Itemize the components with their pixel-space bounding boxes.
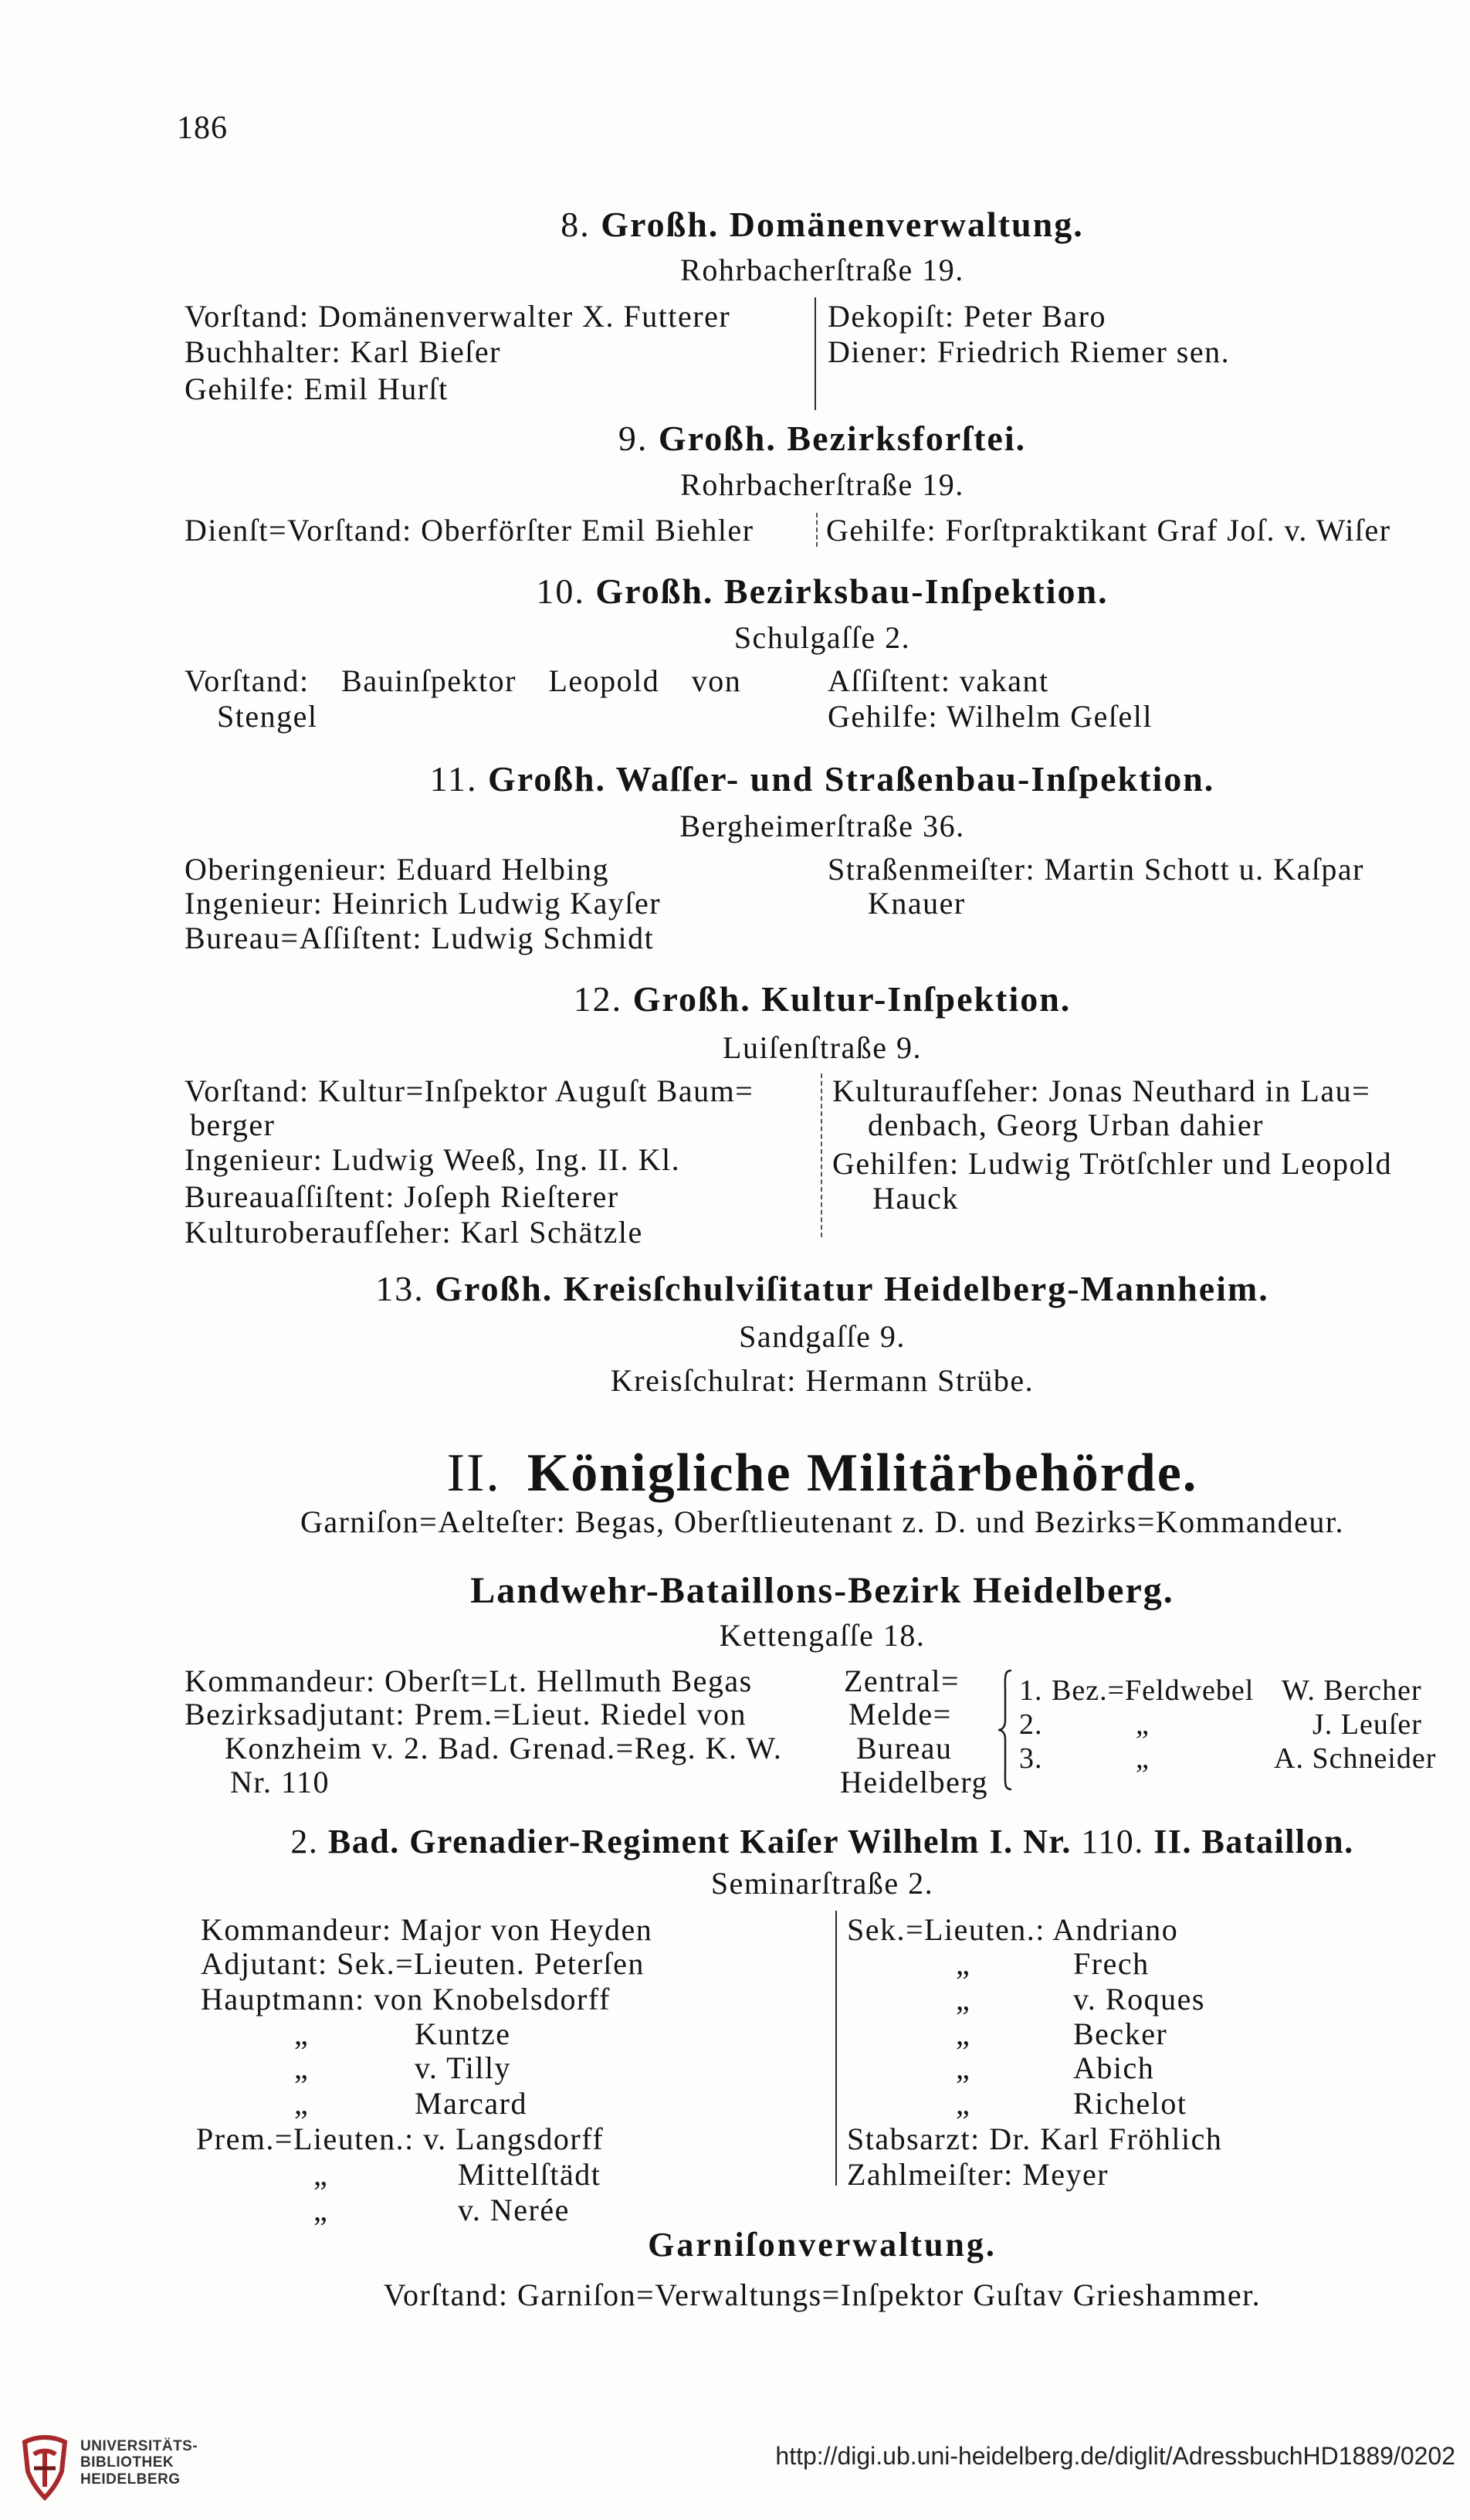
office-label: Melde= xyxy=(848,1697,952,1731)
entry-line: Zahlmeiſter: Meyer xyxy=(847,2157,1109,2192)
staff-rank: Bez.=Feldwebel xyxy=(1052,1674,1255,1707)
staff-name: W. Bercher xyxy=(1282,1674,1422,1707)
garrison-admin-heading xyxy=(178,2225,1467,2265)
entry-line: Kommandeur: Major von Heyden xyxy=(201,1912,653,1947)
entry-name: Richelot xyxy=(1073,2086,1187,2121)
entry-line: Aſſiſtent: vakant xyxy=(828,663,1049,698)
ditto-mark: „ xyxy=(956,2016,971,2051)
entry-line: Gehilfe: Forſtpraktikant Graf Joſ. v. Wiſer xyxy=(826,513,1391,548)
section-title: Landwehr-Bataillons-Bezirk Heidelberg. xyxy=(470,1570,1174,1611)
entry-line: Gehilfe: Wilhelm Geſell xyxy=(828,699,1153,734)
entry-line: Vorſtand: Kultur=Inſpektor Auguſt Baum= xyxy=(185,1073,754,1108)
entry-line: Sek.=Lieuten.: Andriano xyxy=(847,1912,1179,1947)
garrison-admin-entry: Vorſtand: Garniſon=Verwaltungs=Inſpektor Guſtav Grieshammer. xyxy=(383,2277,1262,2312)
entry-line: Buchhalter: Karl Bieſer xyxy=(185,334,501,369)
entry-line: Gehilfe: Emil Hurſt xyxy=(185,371,449,406)
entry-name: v. Roques xyxy=(1073,1982,1205,2016)
landwehr-address: Kettengaſſe 18. xyxy=(719,1618,926,1653)
entry-line: Diener: Friedrich Riemer sen. xyxy=(828,334,1231,369)
entry-name: Becker xyxy=(1073,2016,1168,2051)
section-12-address: Luiſenſtraße 9. xyxy=(723,1030,922,1065)
grenadier-heading xyxy=(178,1820,1467,1864)
garrison-elder-line: Garniſon=Aelteſter: Begas, Oberſtlieutenant z. D. und Bezirks=Kommandeur. xyxy=(300,1504,1345,1539)
column-divider xyxy=(821,1073,822,1237)
office-label: Zentral= xyxy=(844,1664,960,1698)
section-number: 11. xyxy=(429,759,478,799)
entry-line: Vorſtand: Bauinſpektor Leopold von xyxy=(185,663,742,698)
landwehr-heading xyxy=(178,1569,1467,1613)
entry-line: denbach, Georg Urban dahier xyxy=(868,1107,1264,1142)
section-8-heading xyxy=(178,203,1467,246)
regiment-number: 110. xyxy=(1081,1823,1144,1860)
library-name-line: BIBLIOTHEK xyxy=(80,2454,174,2471)
ditto-mark: „ xyxy=(294,2016,310,2051)
section-number: 8. xyxy=(561,205,591,244)
ditto-mark: „ xyxy=(294,2050,310,2085)
ditto-mark: „ xyxy=(1136,1708,1150,1741)
entry-line: Konzheim v. 2. Bad. Grenad.=Reg. K. W. xyxy=(225,1731,783,1765)
ditto-mark: „ xyxy=(1136,1742,1150,1775)
section-13-heading xyxy=(178,1267,1467,1311)
entry-line: Oberingenieur: Eduard Helbing xyxy=(185,852,610,887)
entry-line: Knauer xyxy=(868,886,966,921)
entry-name: Kuntze xyxy=(415,2016,511,2051)
entry-line: berger xyxy=(190,1107,276,1142)
section-11-address: Bergheimerſtraße 36. xyxy=(679,809,965,843)
section-12-heading xyxy=(178,978,1467,1021)
section-8-address: Rohrbacherſtraße 19. xyxy=(680,253,964,287)
entry-line: Prem.=Lieuten.: v. Langsdorff xyxy=(196,2121,605,2156)
section-title: Großh. Kultur-Inſpektion. xyxy=(632,979,1072,1019)
section-number: 2. xyxy=(290,1823,319,1860)
entry-line: Straßenmeiſter: Martin Schott u. Kaſpar xyxy=(828,852,1365,887)
entry-name: v. Tilly xyxy=(415,2050,512,2085)
page-number: 186 xyxy=(177,110,228,146)
section-number: 13. xyxy=(375,1269,425,1308)
staff-name: J. Leuſer xyxy=(1312,1708,1422,1741)
office-label: Heidelberg xyxy=(840,1765,988,1799)
staff-name: A. Schneider xyxy=(1274,1742,1437,1775)
section-title: Garniſonverwaltung. xyxy=(648,2226,997,2264)
entry-line: Kommandeur: Oberſt=Lt. Hellmuth Begas xyxy=(185,1664,753,1698)
ditto-mark: „ xyxy=(313,2193,329,2227)
column-divider xyxy=(835,1911,837,2186)
entry-line: Kulturaufſeher: Jonas Neuthard in Lau= xyxy=(832,1073,1371,1108)
entry-line: Hauck xyxy=(872,1181,959,1216)
entry-line: Bureau=Aſſiſtent: Ludwig Schmidt xyxy=(185,921,655,955)
entry-line: Adjutant: Sek.=Lieuten. Peterſen xyxy=(201,1946,645,1981)
staff-number: 3. xyxy=(1019,1742,1043,1775)
entry-line: Stabsarzt: Dr. Karl Fröhlich xyxy=(847,2121,1223,2156)
entry-line: Nr. 110 xyxy=(230,1765,330,1799)
column-divider xyxy=(816,513,818,547)
military-heading xyxy=(178,1439,1467,1508)
ditto-mark: „ xyxy=(294,2086,310,2121)
entry-line: Ingenieur: Heinrich Ludwig Kayſer xyxy=(185,886,662,921)
section-number: 12. xyxy=(573,979,623,1019)
part-title: Königliche Militärbehörde. xyxy=(527,1443,1198,1503)
section-13-entry: Kreisſchulrat: Hermann Strübe. xyxy=(610,1363,1035,1398)
section-title: Großh. Kreisſchulviſitatur Heidelberg-Mannheim. xyxy=(435,1269,1269,1308)
section-title: Bad. Grenadier-Regiment Kaiſer Wilhelm I. Nr. xyxy=(327,1823,1072,1860)
library-name-line: HEIDELBERG xyxy=(80,2471,181,2488)
entry-line: Vorſtand: Domänenverwalter X. Futterer xyxy=(185,299,731,334)
ditto-mark: „ xyxy=(956,2050,971,2085)
grouping-brace xyxy=(996,1668,1014,1792)
ditto-mark: „ xyxy=(956,1946,971,1981)
entry-line: Dienſt=Vorſtand: Oberförſter Emil Biehler xyxy=(185,513,754,548)
ditto-mark: „ xyxy=(956,2086,971,2121)
staff-number: 2. xyxy=(1019,1708,1043,1741)
section-13-address: Sandgaſſe 9. xyxy=(739,1319,906,1354)
entry-name: Mittelſtädt xyxy=(458,2157,601,2192)
entry-line: Kulturoberaufſeher: Karl Schätzle xyxy=(185,1215,643,1250)
grenadier-address: Seminarſtraße 2. xyxy=(710,1866,934,1901)
entry-line: Hauptmann: von Knobelsdorff xyxy=(201,1982,611,2016)
entry-line: Bureauaſſiſtent: Joſeph Rieſterer xyxy=(185,1179,619,1214)
entry-line: Gehilfen: Ludwig Trötſchler und Leopold xyxy=(832,1146,1393,1181)
section-10-heading xyxy=(178,570,1467,613)
entry-line: Bezirksadjutant: Prem.=Lieut. Riedel von xyxy=(185,1697,747,1731)
source-url: http://digi.ub.uni-heidelberg.de/diglit/AdressbuchHD1889/0202 xyxy=(775,2442,1455,2470)
part-number: II. xyxy=(446,1443,501,1503)
library-name-line: UNIVERSITÄTS- xyxy=(80,2438,198,2454)
battalion-label: II. Bataillon. xyxy=(1153,1823,1354,1860)
column-divider xyxy=(815,297,816,410)
section-9-address: Rohrbacherſtraße 19. xyxy=(680,467,964,502)
section-number: 10. xyxy=(536,571,585,611)
section-title: Großh. Bezirksbau-Inſpektion. xyxy=(595,571,1109,611)
section-10-address: Schulgaſſe 2. xyxy=(733,620,911,655)
entry-name: Abich xyxy=(1073,2050,1155,2085)
entry-line: Ingenieur: Ludwig Weeß, Ing. II. Kl. xyxy=(185,1142,681,1177)
entry-line: Stengel xyxy=(217,699,318,734)
section-title: Großh. Bezirksforſtei. xyxy=(658,419,1027,458)
section-number: 9. xyxy=(618,419,649,458)
entry-name: Marcard xyxy=(415,2086,527,2121)
ditto-mark: „ xyxy=(313,2157,329,2192)
office-label: Bureau xyxy=(856,1731,953,1765)
section-title: Großh. Domänenverwaltung. xyxy=(601,205,1084,244)
section-title: Großh. Waſſer- und Straßenbau-Inſpektion. xyxy=(487,759,1215,799)
staff-number: 1. xyxy=(1019,1674,1043,1707)
ditto-mark: „ xyxy=(956,1982,971,2016)
entry-name: Frech xyxy=(1073,1946,1150,1981)
entry-line: Dekopiſt: Peter Baro xyxy=(828,299,1107,334)
entry-name: v. Nerée xyxy=(458,2193,570,2227)
section-9-heading xyxy=(178,417,1467,460)
section-11-heading xyxy=(178,758,1467,801)
library-logo-icon xyxy=(14,2433,76,2502)
